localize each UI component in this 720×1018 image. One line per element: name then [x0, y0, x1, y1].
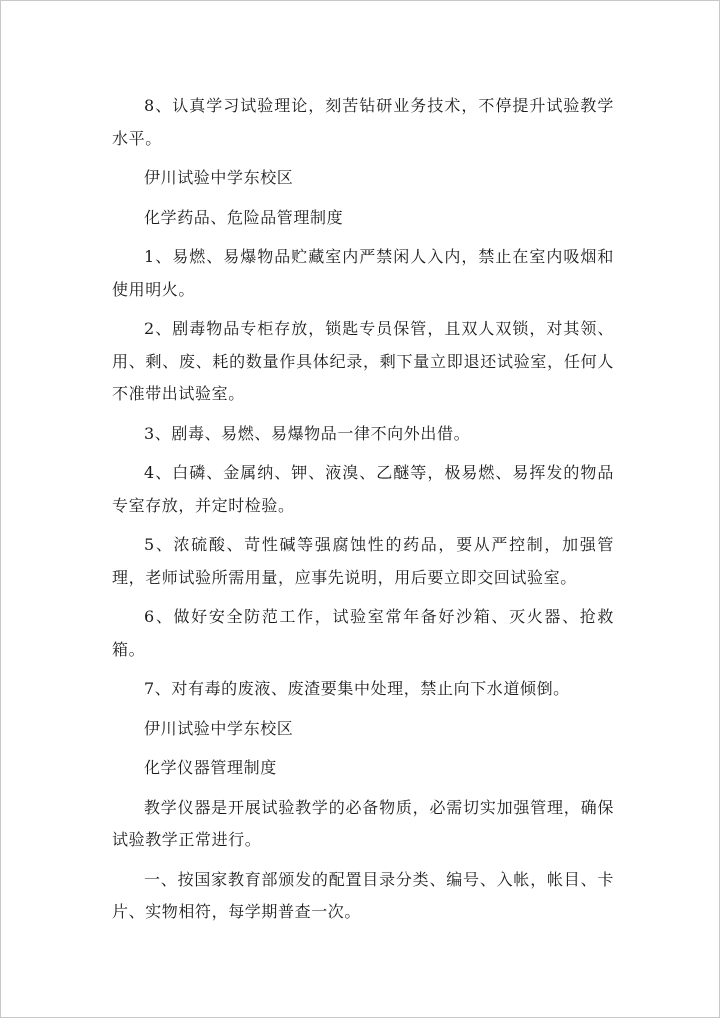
- instrument-intro: 教学仪器是开展试验教学的必备物质，必需切实加强管理，确保试验教学正常进行。: [112, 797, 614, 849]
- hazard-rule-3: 3、剧毒、易燃、易爆物品一律不向外出借。: [144, 423, 471, 443]
- hazard-rule-2: 2、剧毒物品专柜存放，锁匙专员保管，且双人双锁，对其领、用、剩、废、耗的数量作具体纪录，剩下量立即退还试验室，任何人不准带出试验室。: [112, 319, 614, 403]
- section-title-chemical-hazard: 化学药品、危险品管理制度: [144, 207, 344, 227]
- instrument-rule-1: 一、按国家教育部颁发的配置目录分类、编号、入帐，帐目、卡片、实物相符，每学期普查一次。: [112, 869, 614, 921]
- hazard-rule-7: 7、对有毒的废液、废渣要集中处理，禁止向下水道倾倒。: [144, 679, 570, 698]
- hazard-rule-5: 5、浓硫酸、苛性碱等强腐蚀性的药品，要从严控制，加强管理，老师试验所需用量，应事先说明，用后要立即交回试验室。: [112, 535, 614, 587]
- school-name: 伊川试验中学东校区: [144, 168, 294, 187]
- rule-8-paragraph: 8、认真学习试验理论，刻苦钻研业务技术，不停提升试验教学水平。: [112, 96, 614, 148]
- document-body: [112, 90, 614, 936]
- hazard-rule-6: 6、做好安全防范工作，试验室常年备好沙箱、灭火器、抢救箱。: [112, 607, 614, 659]
- school-name-2: 伊川试验中学东校区: [144, 718, 294, 738]
- hazard-rule-1: 1、易燃、易爆物品贮藏室内严禁闲人入内，禁止在室内吸烟和使用明火。: [112, 247, 614, 299]
- section-title-instrument: 化学仪器管理制度: [144, 758, 277, 777]
- hazard-rule-4: 4、白磷、金属纳、钾、液溴、乙醚等，极易燃、易挥发的物品专室存放，并定时检验。: [112, 463, 614, 515]
